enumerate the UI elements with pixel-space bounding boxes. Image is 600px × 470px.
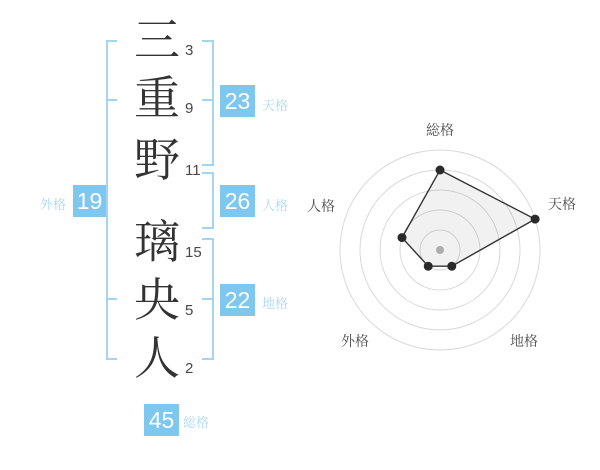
tenkaku-value-box: 23	[220, 85, 255, 117]
name-char-1: 三	[134, 14, 180, 66]
name-char-4: 璃	[134, 216, 180, 268]
jinkaku-bracket-line	[212, 172, 214, 229]
jinkaku-bracket-tick-top	[202, 172, 213, 174]
radar-data-point	[398, 233, 407, 242]
chikaku-label: 地格	[262, 296, 289, 311]
jinkaku-bracket-tick-bottom	[202, 227, 213, 229]
gaikaku-label: 外格	[39, 197, 66, 212]
name-char-5: 央	[134, 274, 180, 326]
soukaku-value-box: 45	[144, 404, 179, 436]
stroke-count-3: 11	[185, 162, 201, 179]
stroke-count-4: 15	[185, 244, 202, 261]
gaikaku-bracket-tick-bottom	[106, 358, 117, 360]
gaikaku-bracket-tick-top	[106, 40, 117, 42]
gaikaku-value-box: 19	[73, 185, 106, 217]
radar-axis-label: 外格	[341, 333, 369, 349]
radar-chart-svg	[300, 100, 600, 400]
chikaku-bracket-tick-top	[202, 238, 213, 240]
name-char-2: 重	[134, 72, 180, 124]
name-char-3: 野	[134, 134, 180, 186]
gaikaku-bracket-tick-mid1	[106, 99, 117, 101]
chikaku-value-box: 22	[220, 284, 255, 316]
stroke-count-6: 2	[185, 360, 194, 377]
radar-axis-label: 地格	[510, 333, 538, 349]
gaikaku-bracket-line	[106, 40, 108, 360]
radar-axis-label: 総格	[426, 122, 454, 138]
soukaku-label: 総格	[183, 415, 210, 430]
gaikaku-bracket-tick-mid2	[106, 298, 117, 300]
chikaku-bracket-tick-bottom	[202, 358, 213, 360]
stroke-count-1: 3	[185, 42, 194, 59]
radar-data-point	[424, 262, 433, 271]
tenkaku-bracket-tick-top	[202, 40, 213, 42]
radar-data-point	[531, 215, 540, 224]
stroke-count-5: 5	[185, 302, 194, 319]
jinkaku-label: 人格	[262, 198, 289, 213]
tenkaku-bracket-tick-mid	[202, 99, 213, 101]
radar-data-point	[447, 262, 456, 271]
radar-axis-label: 天格	[548, 196, 576, 212]
tenkaku-bracket-line	[212, 40, 214, 166]
radar-chart	[300, 100, 600, 400]
radar-axis-label: 人格	[307, 198, 335, 214]
name-char-6: 人	[134, 332, 180, 384]
stroke-count-2: 9	[185, 100, 194, 117]
tenkaku-bracket-tick-bottom	[202, 164, 213, 166]
radar-data-point	[436, 166, 445, 175]
jinkaku-value-box: 26	[220, 185, 255, 217]
tenkaku-label: 天格	[262, 98, 289, 113]
chikaku-bracket-tick-mid	[202, 298, 213, 300]
